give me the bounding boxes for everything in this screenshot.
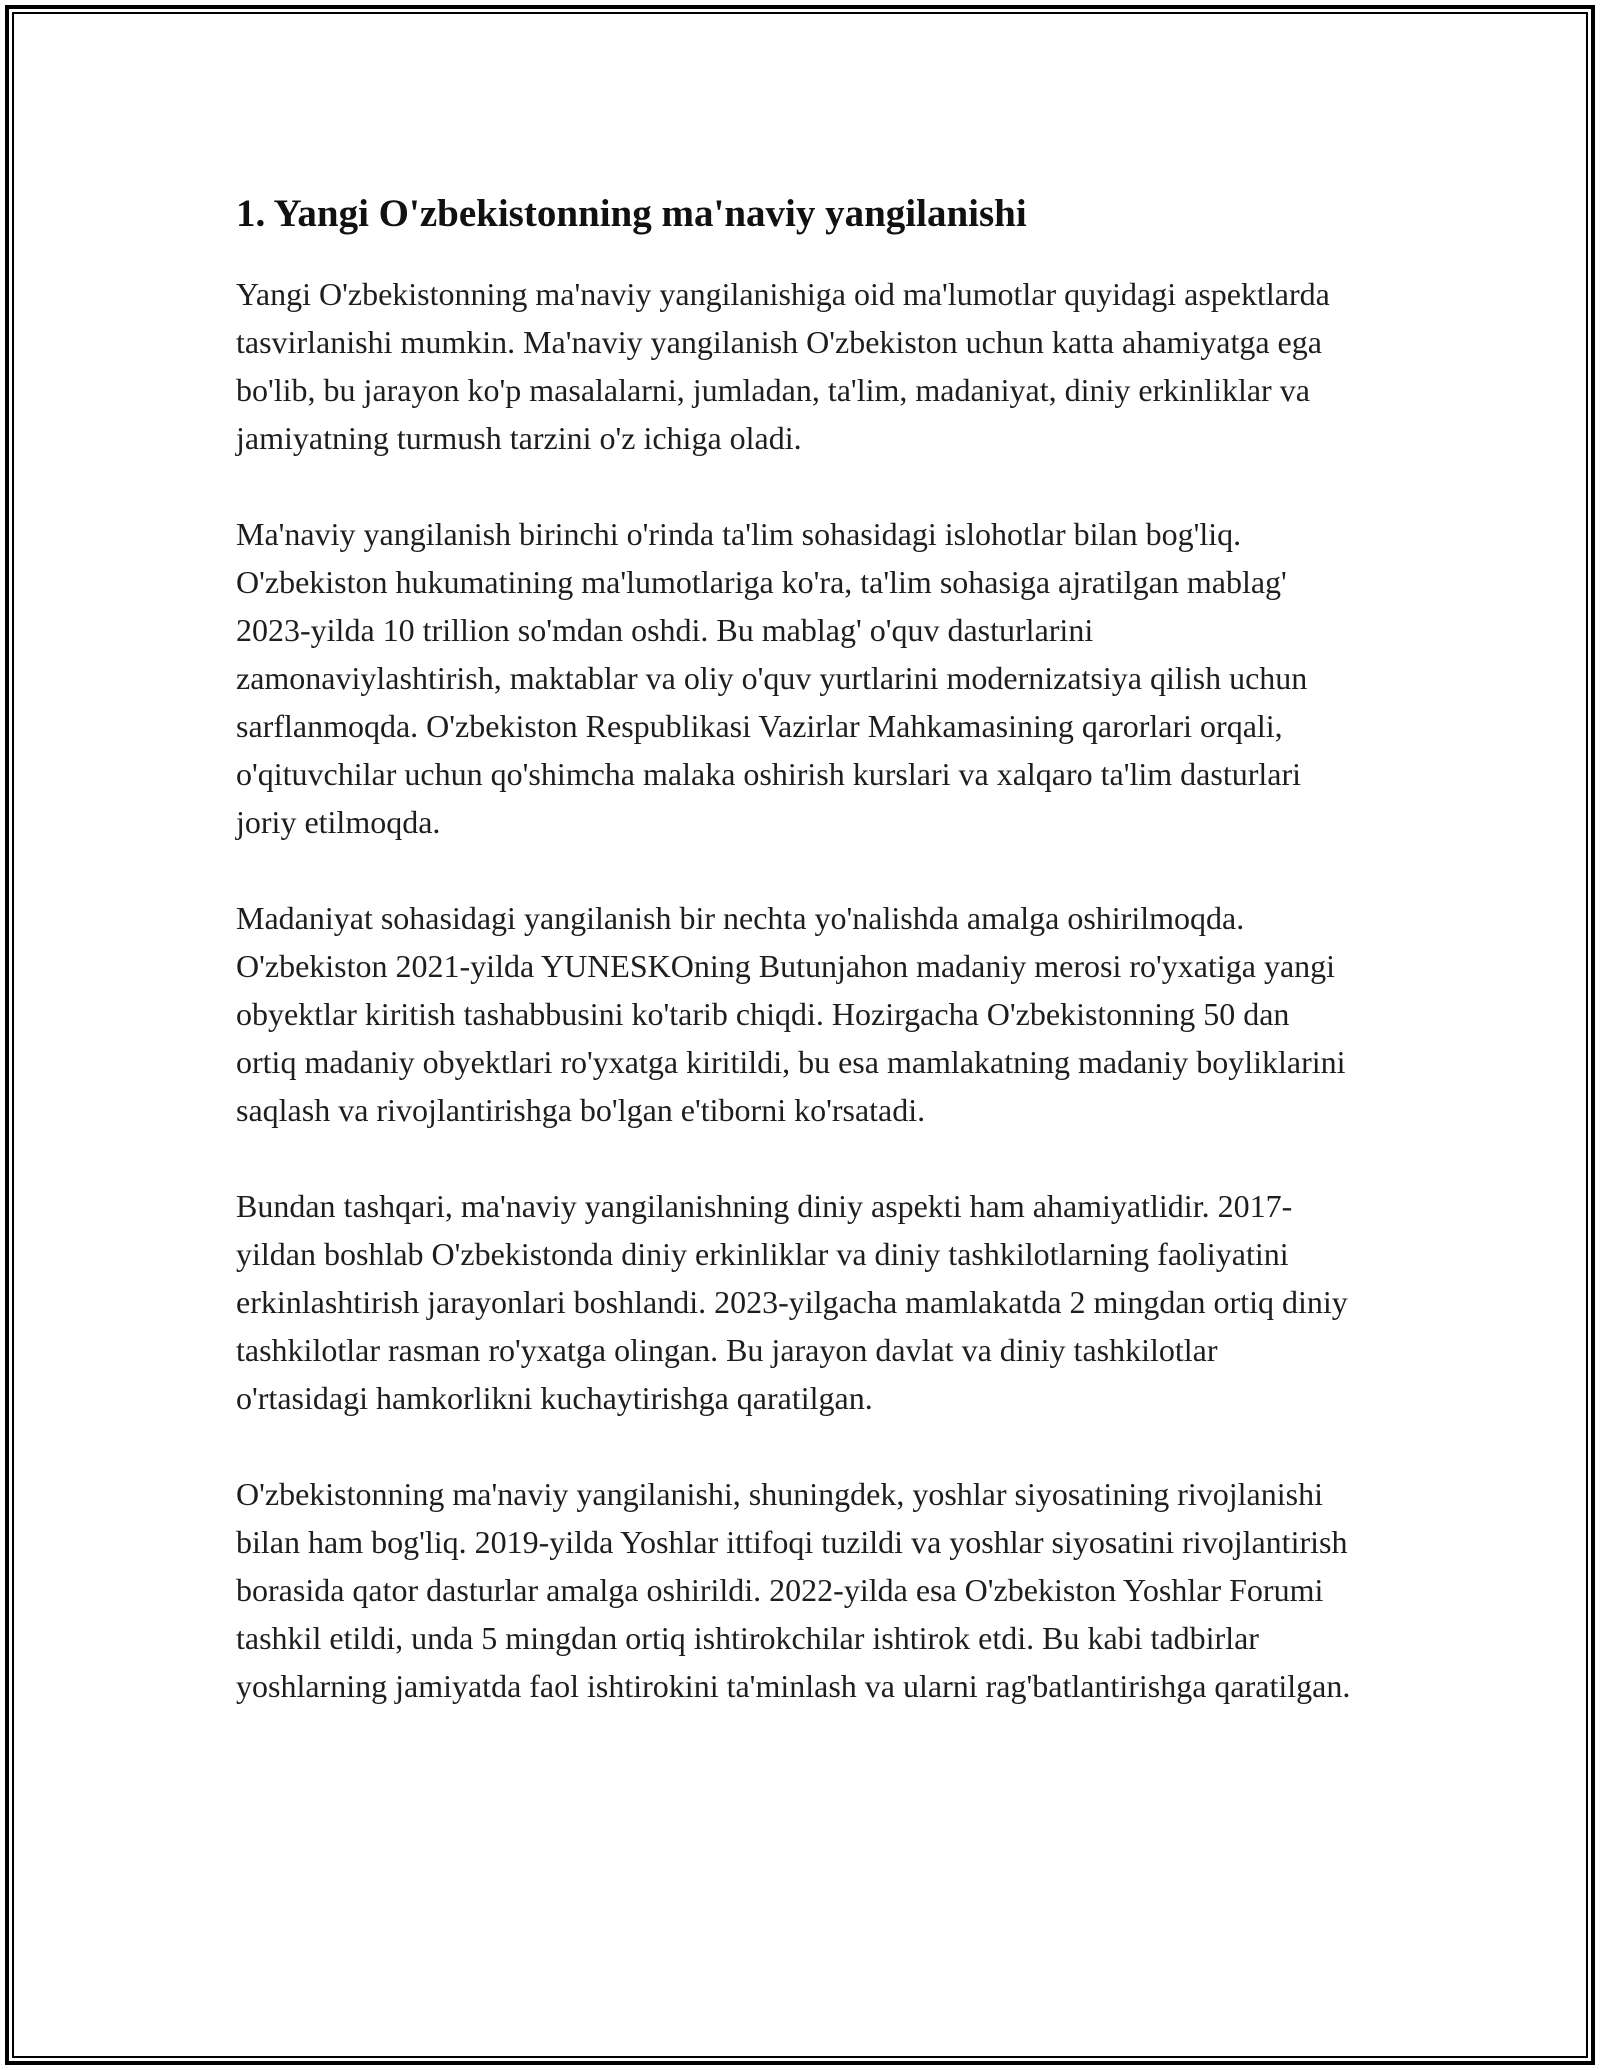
document-title: 1. Yangi O'zbekistonning ma'naviy yangilanishi — [236, 192, 1027, 235]
paragraph-culture: Madaniyat sohasidagi yangilanish bir nechta yo'nalishda amalga oshirilmoqda. O'zbekiston 2021-yilda YUNESKOning Butunjahon madaniy merosi ro'yxatiga yangi obyektlar kiritish tashabbusini ko'tarib chiqdi. Hozirgacha O'zbekistonning 50 dan ortiq madaniy obyektlari ro'yxatga kiritildi, bu esa mamlakatning madaniy boyliklarini saqlash va rivojlantirishga bo'lgan e'tiborni ko'rsatadi. — [236, 900, 1346, 1128]
paragraph-education: Ma'naviy yangilanish birinchi o'rinda ta'lim sohasidagi islohotlar bilan bog'liq. O'zbekiston hukumatining ma'lumotlariga ko'ra, ta'lim sohasiga ajratilgan mablag' 2023-yilda 10 trillion so'mdan oshdi. Bu mablag' o'quv dasturlarini zamonaviylashtirish, maktablar va oliy o'quv yurtlarini modernizatsiya qilish uchun sarflanmoqda. O'zbekiston Respublikasi Vazirlar Mahkamasining qarorlari orqali, o'qituvchilar uchun qo'shimcha malaka oshirish kurslari va xalqaro ta'lim dasturlari joriy etilmoqda. — [236, 516, 1308, 840]
paragraph-youth: O'zbekistonning ma'naviy yangilanishi, shuningdek, yoshlar siyosatining rivojlanishi bilan ham bog'liq. 2019-yilda Yoshlar ittifoqi tuzildi va yoshlar siyosatini rivojlantirish borasida qator dasturlar amalga oshirildi. 2022-yilda esa O'zbekiston Yoshlar Forumi tashkil etildi, unda 5 mingdan ortiq ishtirokchilar ishtirok etdi. Bu kabi tadbirlar yoshlarning jamiyatda faol ishtirokini ta'minlash va ularni rag'batlantirishga qaratilgan. — [236, 1476, 1351, 1704]
document-body — [236, 188, 1356, 1758]
paragraph-intro: Yangi O'zbekistonning ma'naviy yangilanishiga oid ma'lumotlar quyidagi aspektlarda tasvirlanishi mumkin. Ma'naviy yangilanish O'zbekiston uchun katta ahamiyatga ega bo'lib, bu jarayon ko'p masalalarni, jumladan, ta'lim, madaniyat, diniy erkinliklar va jamiyatning turmush tarzini o'z ichiga oladi. — [236, 276, 1330, 456]
paragraph-religion: Bundan tashqari, ma'naviy yangilanishning diniy aspekti ham ahamiyatlidir. 2017-yildan boshlab O'zbekistonda diniy erkinliklar va diniy tashkilotlarning faoliyatini erkinlashtirish jarayonlari boshlandi. 2023-yilgacha mamlakatda 2 mingdan ortiq diniy tashkilotlar rasman ro'yxatga olingan. Bu jarayon davlat va diniy tashkilotlar o'rtasidagi hamkorlikni kuchaytirishga qaratilgan. — [236, 1188, 1348, 1416]
